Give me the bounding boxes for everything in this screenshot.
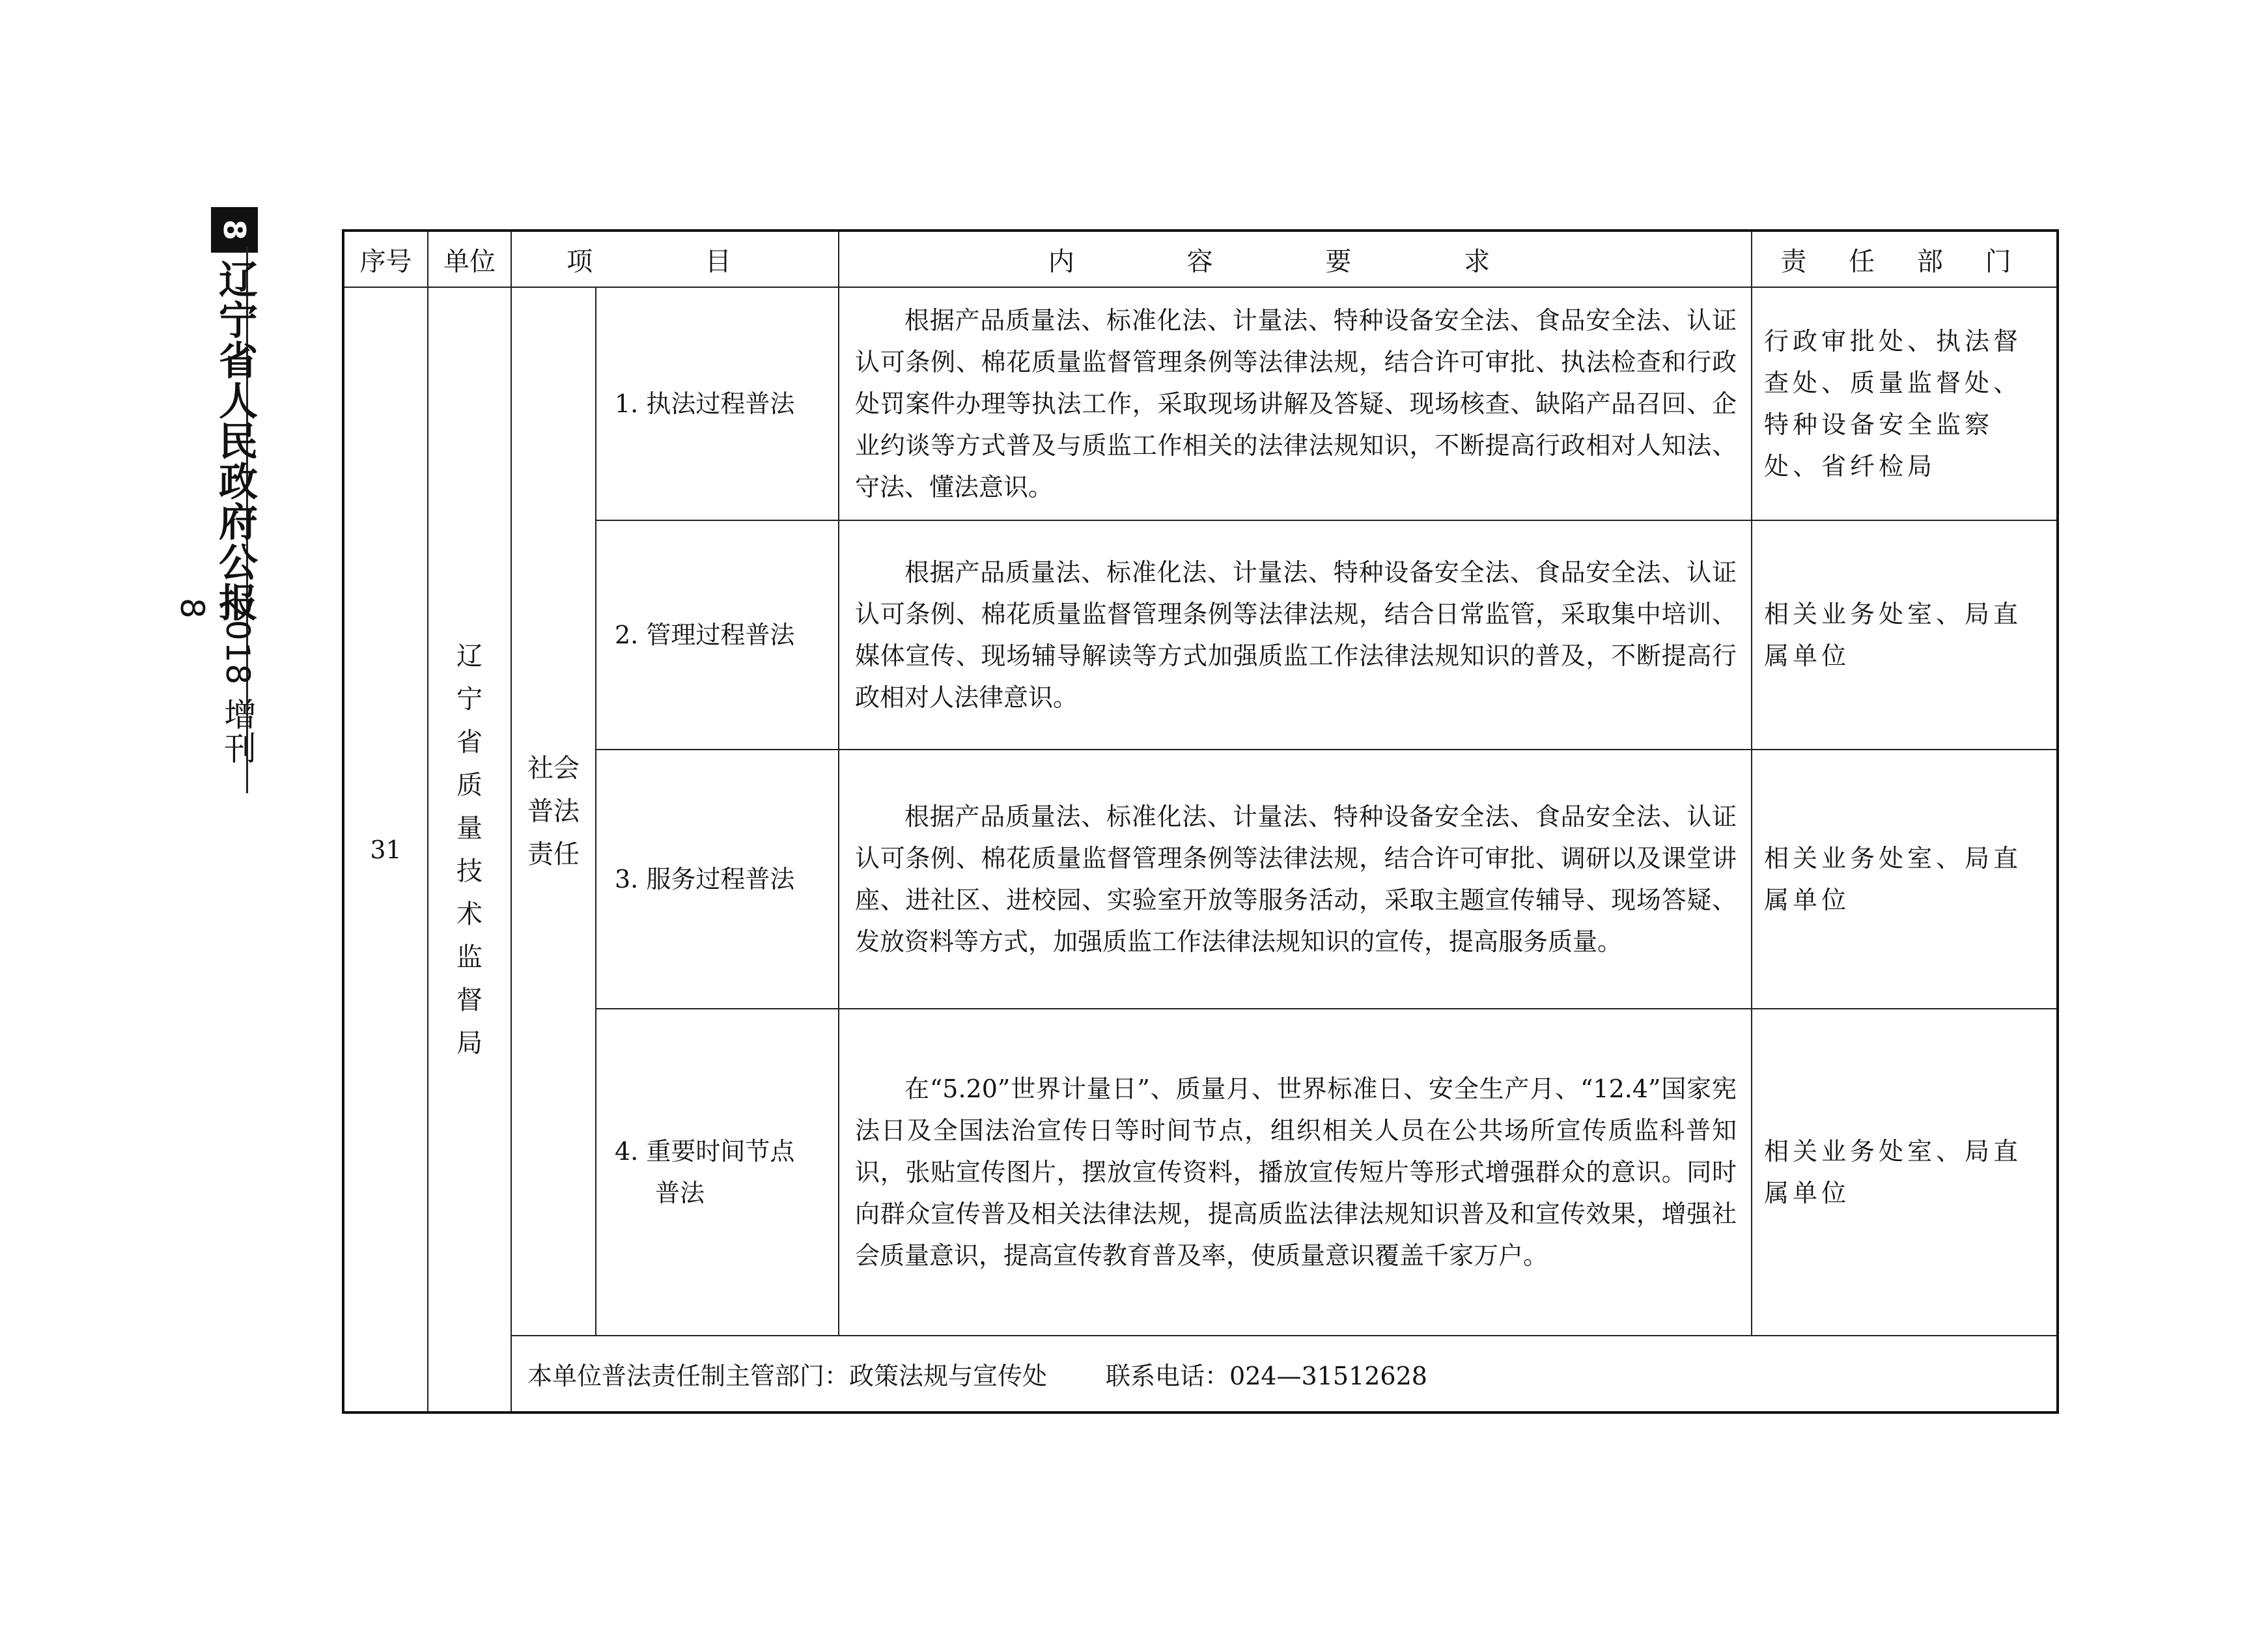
journal-sidebar (173, 207, 262, 767)
table-footer-row (343, 1336, 2058, 1412)
unit-char: 术 (456, 899, 483, 929)
seq-cell: 31 (343, 287, 428, 1412)
page-number-badge (211, 207, 258, 253)
journal-title: 辽宁省人民政府公报 (212, 259, 258, 623)
dept-cell: 相关业务处室、局直属单位 (1752, 1009, 2058, 1336)
content-cell (839, 287, 1752, 520)
unit-char: 宁 (456, 684, 483, 714)
unit-cell (428, 287, 511, 1412)
unit-char: 质 (456, 770, 483, 800)
unit-char: 辽 (456, 641, 483, 671)
table-row (343, 750, 2058, 1009)
item-cell (596, 520, 839, 750)
responsibility-table (342, 229, 2059, 1414)
item-label: 4. 重要时间节点 (615, 1137, 795, 1166)
header-unit: 单位 (428, 231, 511, 287)
table-row (343, 520, 2058, 750)
category-line: 责任 (527, 839, 580, 869)
table-header-row (343, 231, 2058, 287)
table-row (343, 1009, 2058, 1336)
content-text: 根据产品质量法、标准化法、计量法、特种设备安全法、食品安全法、认证认可条例、棉花质量监督管理条例等法律法规，结合日常监管，采取集中培训、媒体宣传、现场辅导解读等方式加强质监工作法律法规知识的普及，不断提高行政相对人法律意识。 (855, 558, 1737, 712)
header-seq: 序号 (343, 231, 428, 287)
header-content: 内 容 要 求 (839, 231, 1752, 287)
item-cell (596, 287, 839, 520)
footer-cell (511, 1336, 2058, 1412)
content-cell (839, 520, 1752, 750)
footer-phone-label: 联系电话：024—31512628 (1106, 1362, 1427, 1390)
unit-char: 技 (456, 856, 483, 886)
header-project: 项 目 (511, 231, 839, 287)
footer-dept-label: 本单位普法责任制主管部门：政策法规与宣传处 (527, 1362, 1048, 1390)
table-row (343, 287, 2058, 520)
unit-char: 量 (456, 813, 483, 843)
issue-label: 2018 增刊8 (173, 598, 257, 766)
content-text: 在“5.20”世界计量日”、质量月、世界标准日、安全生产月、“12.4”国家宪法日及全国法治宣传日等时间节点，组织相关人员在公共场所宣传质监科普知识，张贴宣传图片，摆放宣传资料，播放宣传短片等形式增强群众的意识。同时向群众宣传普及相关法律法规，提高质监法律法规知识普及和宣传效果，增强社会质量意识，提高宣传教育普及率，使质量意识覆盖千家万户。 (855, 1075, 1737, 1270)
header-dept: 责 任 部 门 (1752, 231, 2058, 287)
item-label: 2. 管理过程普法 (615, 621, 795, 649)
page-number: 8 (216, 219, 252, 241)
unit-char: 监 (456, 942, 483, 972)
item-label: 3. 服务过程普法 (615, 865, 795, 893)
dept-cell: 相关业务处室、局直属单位 (1752, 750, 2058, 1009)
category-line: 普法 (527, 796, 580, 826)
content-cell (839, 1009, 1752, 1336)
category-line: 社会 (527, 753, 580, 783)
unit-char: 省 (456, 727, 483, 757)
item-label-continued: 普法 (655, 1179, 705, 1207)
content-text: 根据产品质量法、标准化法、计量法、特种设备安全法、食品安全法、认证认可条例、棉花质量监督管理条例等法律法规，结合许可审批、调研以及课堂讲座、进社区、进校园、实验室开放等服务活动，采取主题宣传辅导、现场答疑、发放资料等方式，加强质监工作法律法规知识的宣传，提高服务质量。 (855, 802, 1737, 956)
dept-cell: 行政审批处、执法督查处、质量监督处、特种设备安全监察处、省纤检局 (1752, 287, 2058, 520)
content-text: 根据产品质量法、标准化法、计量法、特种设备安全法、食品安全法、认证认可条例、棉花质量监督管理条例等法律法规，结合许可审批、执法检查和行政处罚案件办理等执法工作，采取现场讲解及答疑、现场核查、缺陷产品召回、企业约谈等方式普及与质监工作相关的法律法规知识，不断提高行政相对人知法、守法、懂法意识。 (855, 306, 1737, 501)
content-cell (839, 750, 1752, 1009)
category-cell (511, 287, 596, 1336)
item-cell (596, 750, 839, 1009)
item-label: 1. 执法过程普法 (615, 389, 795, 418)
unit-char: 局 (456, 1028, 483, 1058)
unit-char: 督 (456, 985, 483, 1015)
item-cell (596, 1009, 839, 1336)
dept-cell: 相关业务处室、局直属单位 (1752, 520, 2058, 750)
